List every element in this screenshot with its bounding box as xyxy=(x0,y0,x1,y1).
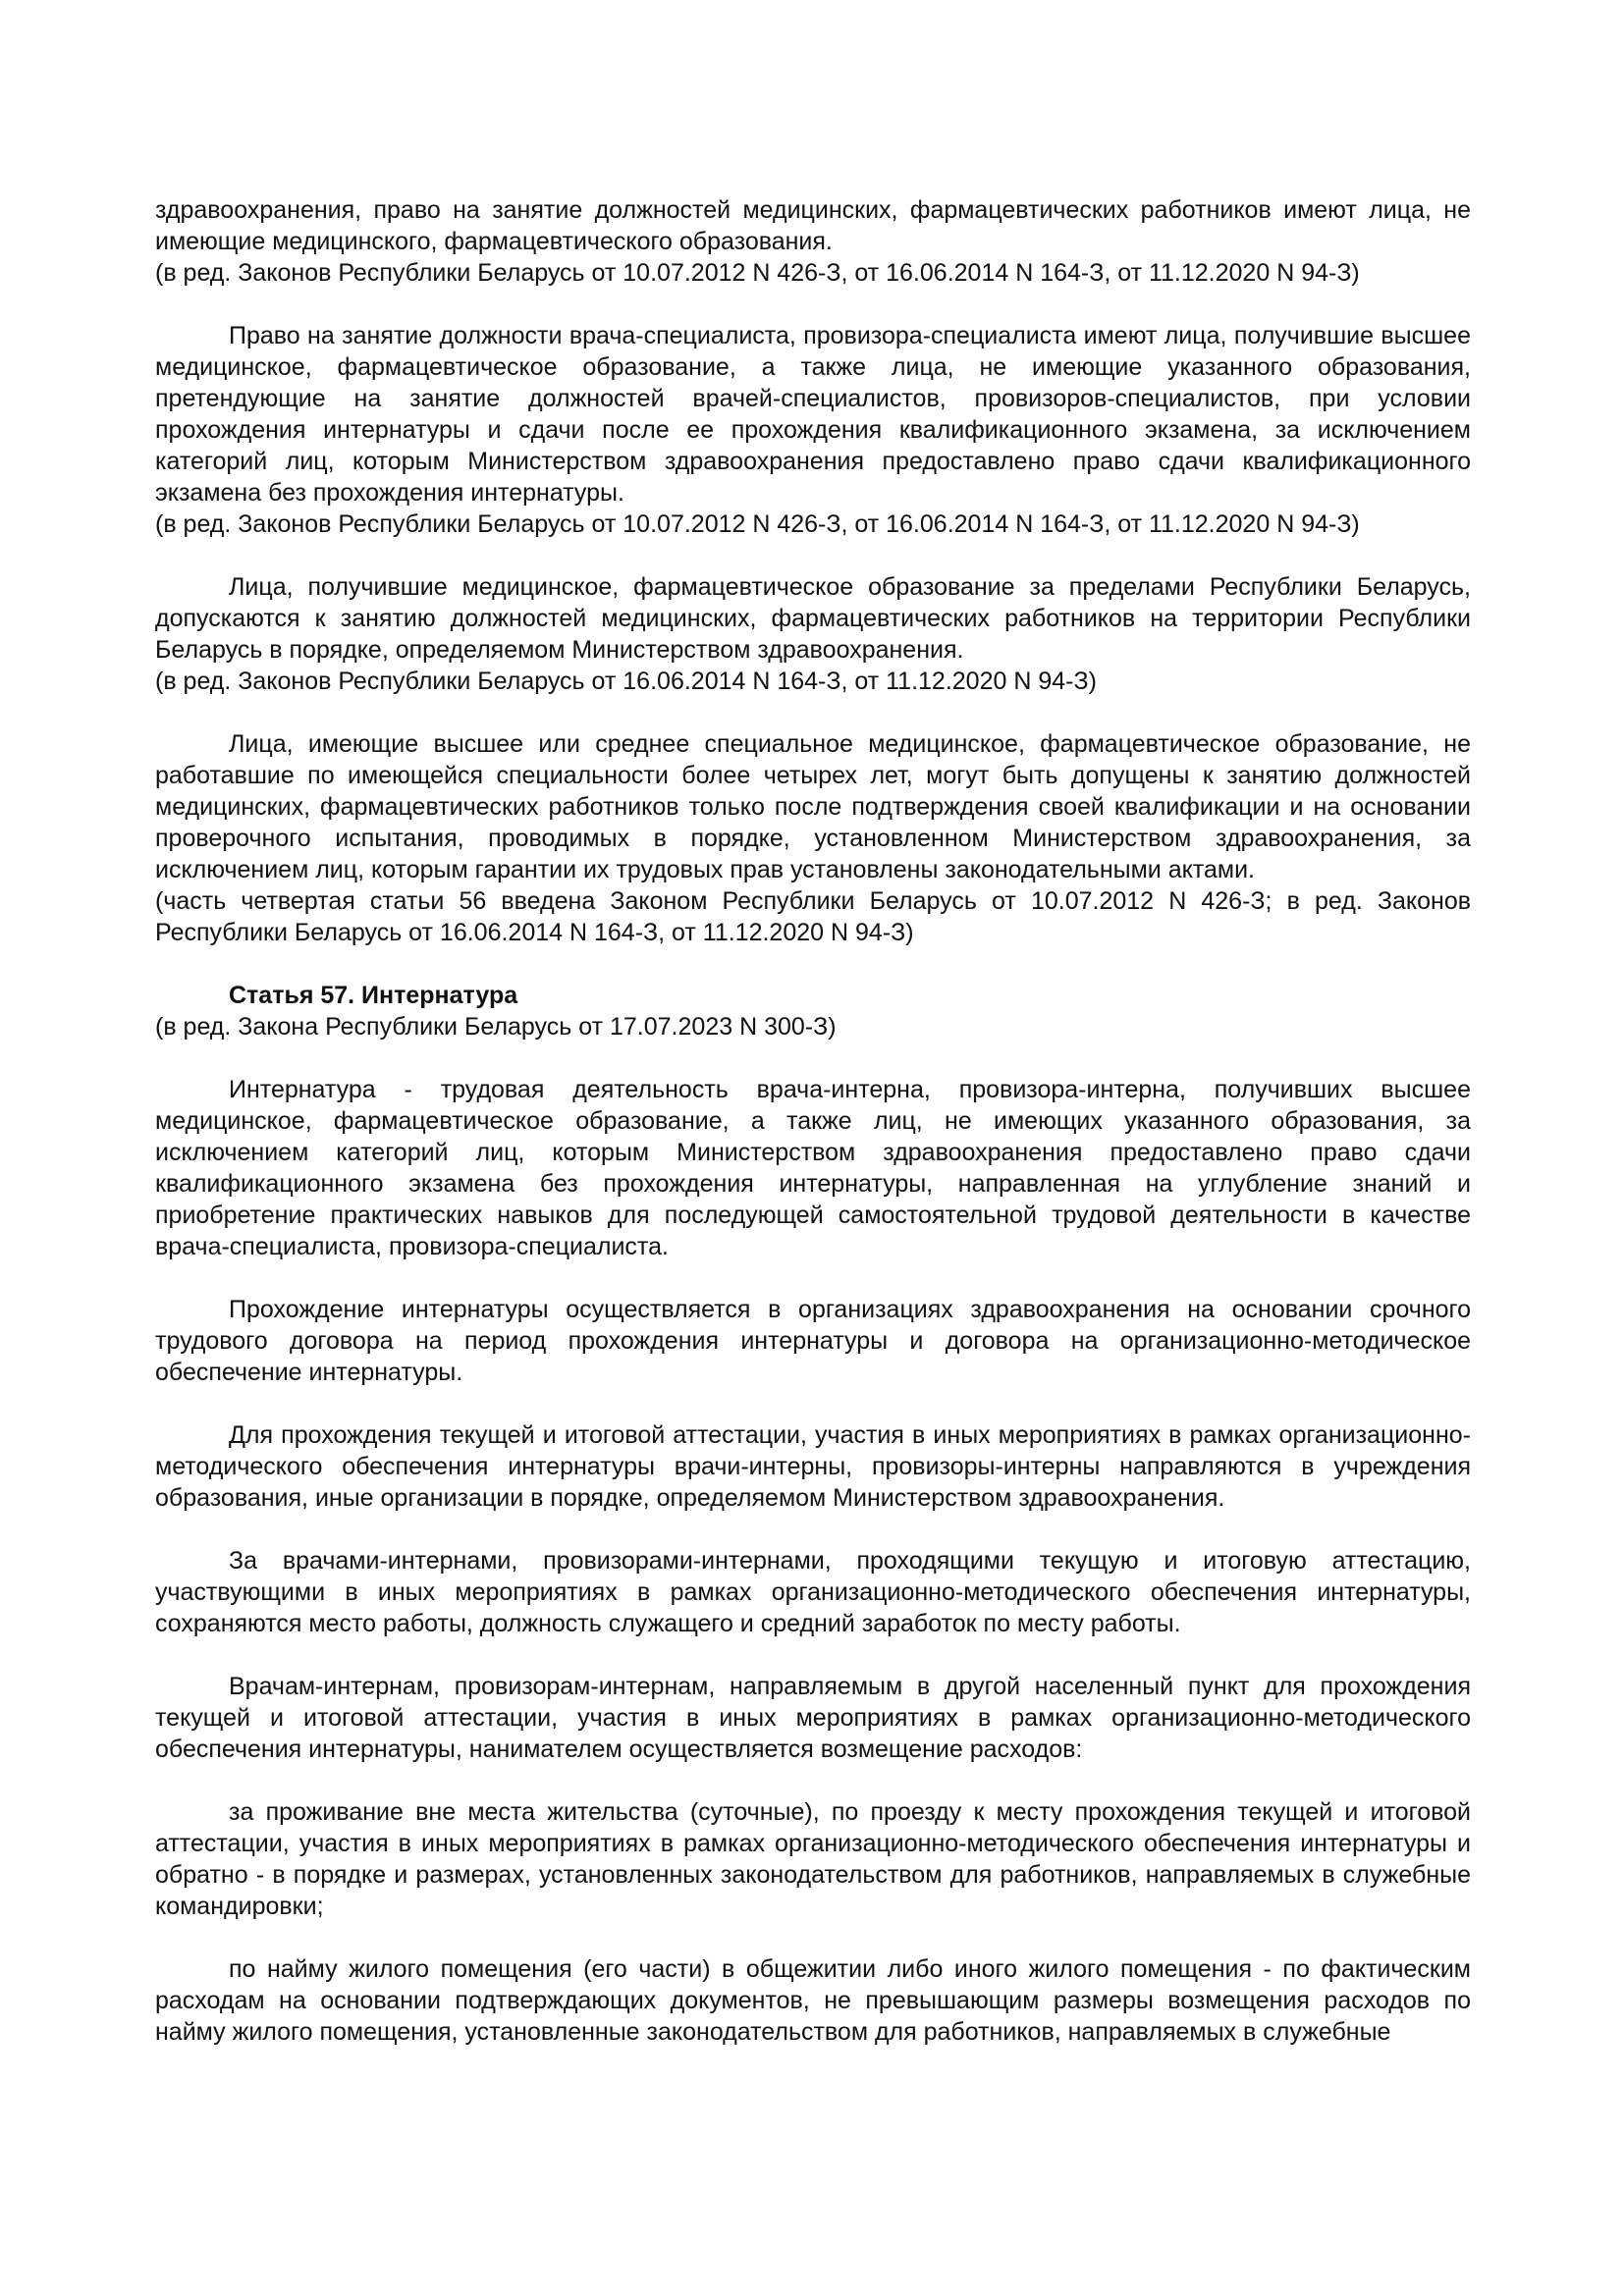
paragraph-text: Лица, получившие медицинское, фармацевтическое образование за пределами Республики Беларусь, допускаются к занятию должностей медицинских, фармацевтических работников на территории Республики Беларусь в порядке, определяемом Министерством здравоохранения. xyxy=(155,573,1471,664)
paragraph-gap xyxy=(155,289,1471,320)
paragraph-gap xyxy=(155,1639,1471,1671)
paragraph-gap xyxy=(155,697,1471,728)
amendment-note: (часть четвертая статьи 56 введена Законом Республики Беларусь от 10.07.2012 N 426-З; в ред. Законов Республики Беларусь от 16.06.2014 N 164-З, от 11.12.2020 N 94-З) xyxy=(155,887,1471,946)
paragraph-text: здравоохранения, право на занятие должностей медицинских, фармацевтических работников имеют лица, не имеющие медицинского, фармацевтического образования. xyxy=(155,196,1471,255)
amendment-note: (в ред. Законов Республики Беларусь от 16.06.2014 N 164-З, от 11.12.2020 N 94-З) xyxy=(155,667,1097,695)
paragraph-text: Для прохождения текущей и итоговой аттестации, участия в иных мероприятиях в рамках организационно-методического обеспечения интернатуры врачи-интерны, провизоры-интерны направляются в учреждения образования, иные организации в порядке, определяемом Министерством здравоохранения. xyxy=(155,1421,1471,1512)
paragraph-gap xyxy=(155,540,1471,571)
amendment-note: (в ред. Закона Республики Беларусь от 17.07.2023 N 300-З) xyxy=(155,1013,837,1041)
paragraph-text: Врачам-интернам, провизорам-интернам, направляемым в другой населенный пункт для прохождения текущей и итоговой аттестации, участия в иных мероприятиях в рамках организационно-методического обеспечения интернатуры, нанимателем осуществляется возмещение расходов: xyxy=(155,1673,1471,1763)
paragraph-text: Право на занятие должности врача-специалиста, провизора-специалиста имеют лица, получившие высшее медицинское, фармацевтическое образование, а также лица, не имеющие указанного образования, претендующие на занятие должностей врачей-специалистов, провизоров-специалистов, при условии прохождения интернатуры и сдачи после ее прохождения квалификационного экзамена, за исключением категорий лиц, которым Министерством здравоохранения предоставлено право сдачи квалификационного экзамена без прохождения интернатуры. xyxy=(155,322,1471,507)
article-heading: Статья 57. Интернатура xyxy=(229,982,518,1009)
paragraph-text: Интернатура - трудовая деятельность врача-интерна, провизора-интерна, получивших высшее медицинское, фармацевтическое образование, а также лиц, не имеющих указанного образования, за исключением категорий лиц, которым Министерством здравоохранения предоставлено право сдачи квалификационного экзамена без прохождения интернатуры, направленная на углубление знаний и приобретение практических навыков для последующей самостоятельной трудовой деятельности в качестве врача-специалиста, провизора-специалиста. xyxy=(155,1076,1471,1260)
paragraph-gap xyxy=(155,1514,1471,1545)
paragraph-text: Лица, имеющие высшее или среднее специальное медицинское, фармацевтическое образование, не работавшие по имеющейся специальности более четырех лет, могут быть допущены к занятию должностей медицинских, фармацевтических работников только после подтверждения своей квалификации и на основании проверочного испытания, проводимых в порядке, установленном Министерством здравоохранения, за исключением лиц, которым гарантии их трудовых прав установлены законодательными актами. xyxy=(155,730,1471,883)
paragraph-text: Прохождение интернатуры осуществляется в организациях здравоохранения на основании срочного трудового договора на период прохождения интернатуры и договора на организационно-методическое обеспечение интернатуры. xyxy=(155,1296,1471,1386)
document-page xyxy=(155,194,1471,2048)
paragraph-text: по найму жилого помещения (его части) в общежитии либо иного жилого помещения - по фактическим расходам на основании подтверждающих документов, не превышающим размеры возмещения расходов по найму жилого помещения, установленные законодательством для работников, направляемых в служебные xyxy=(155,1955,1471,2046)
paragraph-gap xyxy=(155,1388,1471,1419)
paragraph-gap xyxy=(155,1042,1471,1074)
paragraph-gap xyxy=(155,1262,1471,1294)
paragraph-gap xyxy=(155,1765,1471,1796)
paragraph-text: за проживание вне места жительства (суточные), по проезду к месту прохождения текущей и итоговой аттестации, участия в иных мероприятиях в рамках организационно-методического обеспечения интернатуры и обратно - в порядке и размерах, установленных законодательством для работников, направляемых в служебные командировки; xyxy=(155,1798,1471,1920)
paragraph-gap xyxy=(155,1922,1471,1953)
amendment-note: (в ред. Законов Республики Беларусь от 10.07.2012 N 426-З, от 16.06.2014 N 164-З, от 11.12.2020 N 94-З) xyxy=(155,510,1360,538)
paragraph-gap xyxy=(155,948,1471,980)
paragraph-text: За врачами-интернами, провизорами-интернами, проходящими текущую и итоговую аттестацию, участвующими в иных мероприятиях в рамках организационно-методического обеспечения интернатуры, сохраняются место работы, должность служащего и средний заработок по месту работы. xyxy=(155,1547,1471,1637)
amendment-note: (в ред. Законов Республики Беларусь от 10.07.2012 N 426-З, от 16.06.2014 N 164-З, от 11.12.2020 N 94-З) xyxy=(155,259,1360,287)
